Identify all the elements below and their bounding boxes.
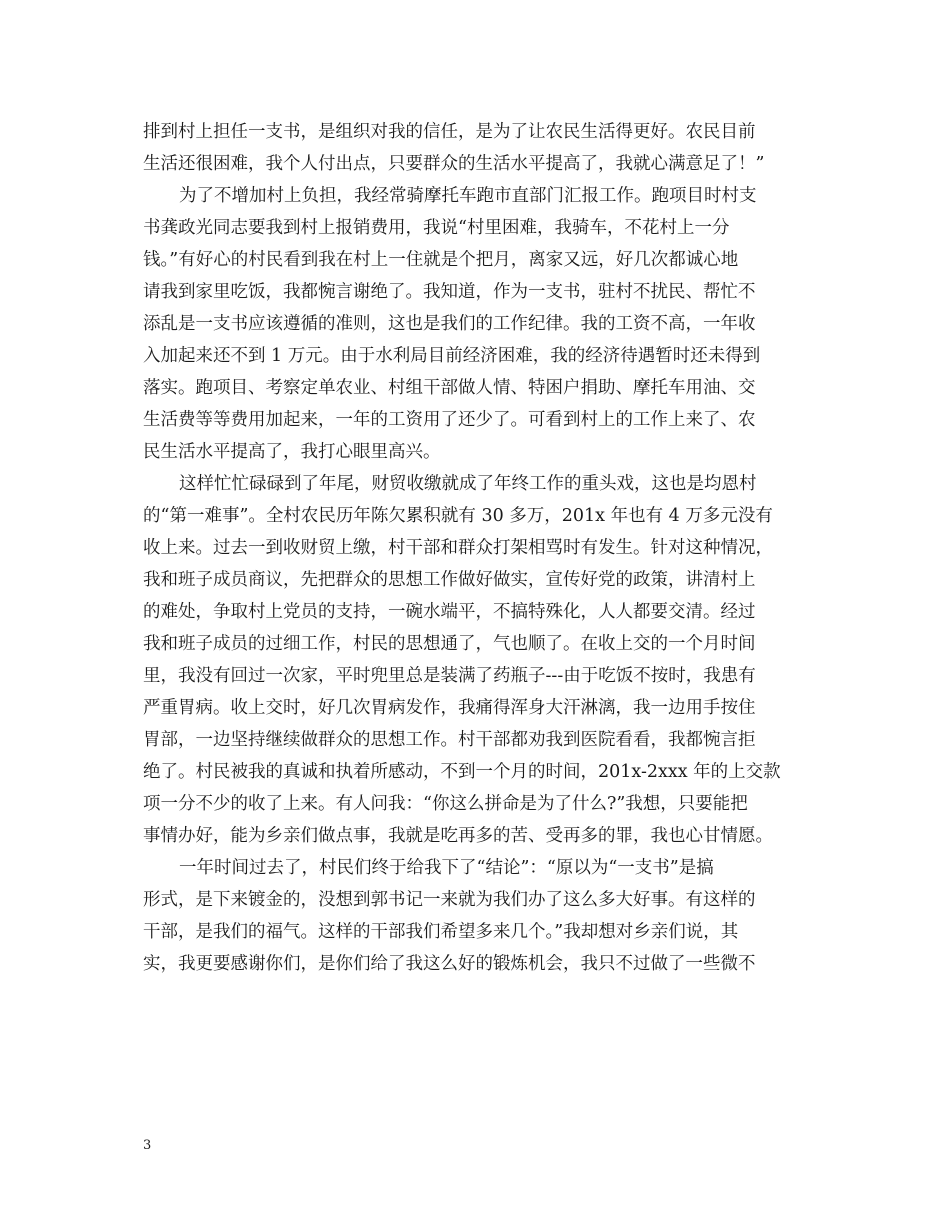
text-line: 入加起来还不到 1 万元。由于水利局目前经济困难，我的经济待遇暂时还未得到 bbox=[143, 346, 761, 366]
text-line: 添乱是一支书应该遵循的准则，这也是我们的工作纪律。我的工资不高，一年收 bbox=[143, 314, 756, 334]
text-line: 书龚政光同志要我到村上报销费用，我说“村里困难，我骑车，不花村上一分 bbox=[143, 218, 730, 238]
body-text bbox=[143, 116, 805, 980]
text-line: 收上来。过去一到收财贸上缴，村干部和群众打架相骂时有发生。针对这种情况， bbox=[143, 538, 773, 558]
page-number: 3 bbox=[143, 1138, 152, 1153]
paragraph-start-line: 这样忙忙碌碌到了年尾，财贸收缴就成了年终工作的重头戏，这也是均恩村 bbox=[179, 474, 757, 494]
text-line: 事情办好，能为乡亲们做点事，我就是吃再多的苦、受再多的罪，我也心甘情愿。 bbox=[143, 826, 773, 846]
text-line: 胃部，一边坚持继续做群众的思想工作。村干部都劝我到医院看看，我都惋言拒 bbox=[143, 730, 756, 750]
text-line: 落实。跑项目、考察定单农业、村组干部做人情、特困户捐助、摩托车用油、交 bbox=[143, 378, 756, 398]
text-line: 我和班子成员商议，先把群众的思想工作做好做实，宣传好党的政策，讲清村上 bbox=[143, 570, 756, 590]
text-line: 项一分不少的收了上来。有人问我：“你这么拼命是为了什么?”我想，只要能把 bbox=[143, 794, 748, 814]
text-line: 我和班子成员的过细工作，村民的思想通了，气也顺了。在收上交的一个月时间 bbox=[143, 634, 756, 654]
text-line: 民生活水平提高了，我打心眼里高兴。 bbox=[143, 442, 441, 462]
text-line: 排到村上担任一支书，是组织对我的信任，是为了让农民生活得更好。农民目前 bbox=[143, 122, 756, 142]
paragraph-start-line: 一年时间过去了，村民们终于给我下了“结论”：“原以为“一支书”是搞 bbox=[179, 858, 714, 878]
text-line: 严重胃病。收上交时，好几次胃病发作，我痛得浑身大汗淋漓，我一边用手按住 bbox=[143, 698, 756, 718]
text-line: 请我到家里吃饭，我都惋言谢绝了。我知道，作为一支书，驻村不扰民、帮忙不 bbox=[143, 282, 756, 302]
text-line: 形式，是下来镀金的，没想到郭书记一来就为我们办了这么多大好事。有这样的 bbox=[143, 890, 756, 910]
text-line: 的“第一难事”。全村农民历年陈欠累积就有 30 多万，201x 年也有 4 万多元没有 bbox=[143, 506, 773, 526]
paragraph-start-line: 为了不增加村上负担，我经常骑摩托车跑市直部门汇报工作。跑项目时村支 bbox=[179, 186, 757, 206]
text-line: 钱。”有好心的村民看到我在村上一住就是个把月，离家又远，好几次都诚心地 bbox=[143, 250, 739, 270]
text-line: 干部，是我们的福气。这样的干部我们希望多来几个。”我却想对乡亲们说，其 bbox=[143, 922, 739, 942]
text-line: 生活费等等费用加起来，一年的工资用了还少了。可看到村上的工作上来了、农 bbox=[143, 410, 756, 430]
text-line: 绝了。村民被我的真诚和执着所感动，不到一个月的时间，201x-2xxx 年的上交款 bbox=[143, 762, 781, 782]
text-line: 的难处，争取村上党员的支持，一碗水端平，不搞特殊化，人人都要交清。经过 bbox=[143, 602, 756, 622]
text-line: 里，我没有回过一次家，平时兜里总是装满了药瓶子---由于吃饭不按时，我患有 bbox=[143, 666, 756, 686]
text-line: 实，我更要感谢你们，是你们给了我这么好的锻炼机会，我只不过做了一些微不 bbox=[143, 954, 756, 974]
text-line: 生活还很困难，我个人付出点，只要群众的生活水平提高了，我就心满意足了！” bbox=[143, 154, 765, 174]
